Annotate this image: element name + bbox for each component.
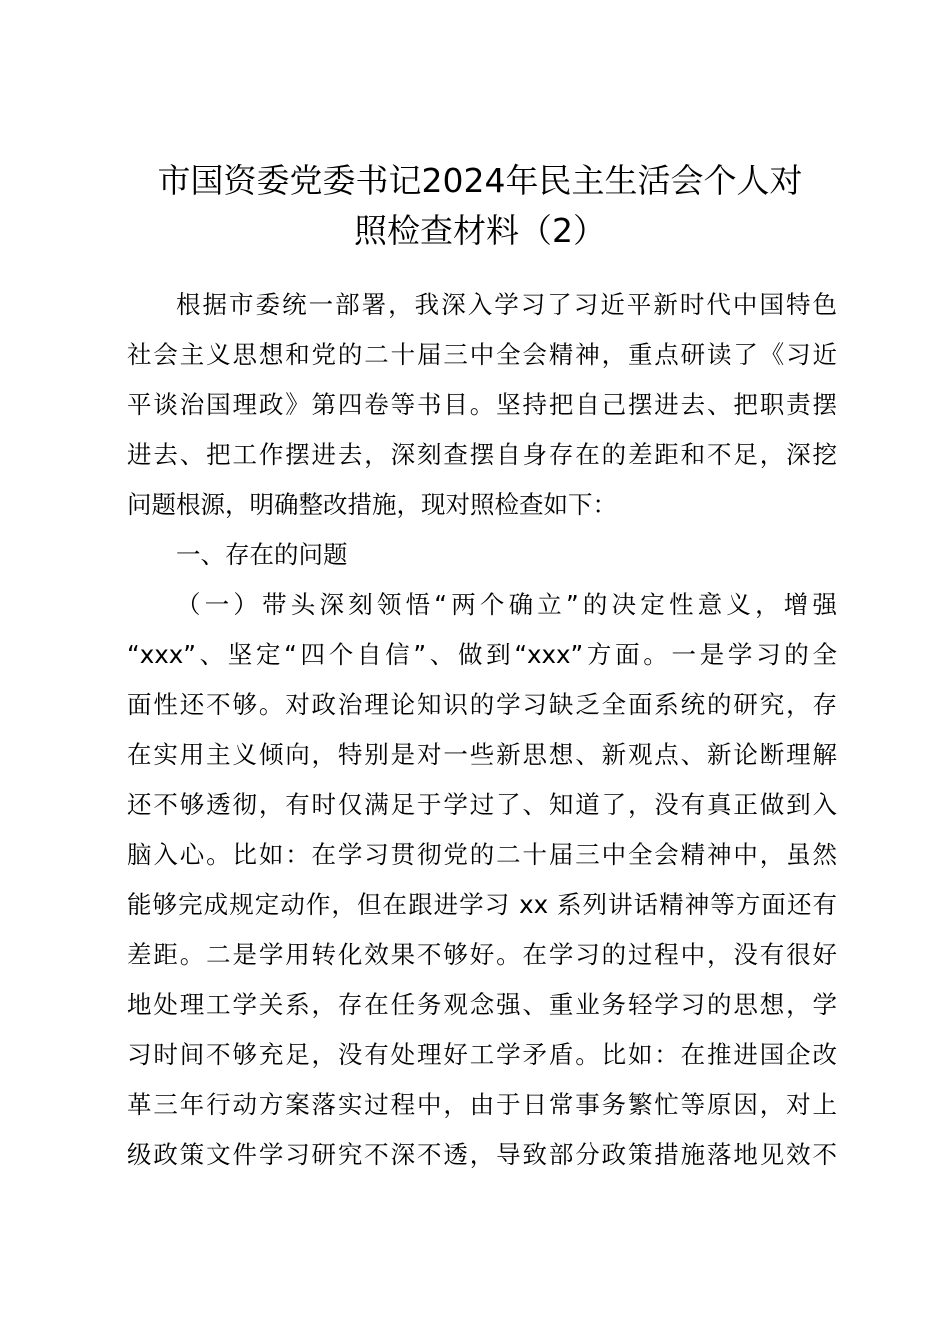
document-body — [127, 280, 837, 1180]
body-line: 社会主义思想和党的二十届三中全会精神，重点研读了《习近 — [127, 340, 837, 369]
body-line: 级政策文件学习研究不深不透，导致部分政策措施落地见效不 — [127, 1140, 837, 1169]
body-line: 脑入心。比如：在学习贯彻党的二十届三中全会精神中，虽然 — [127, 840, 837, 869]
document-title — [120, 156, 840, 256]
title-line: 市国资委党委书记2024年民主生活会个人对 — [157, 161, 803, 200]
section-heading: 一、存在的问题 — [176, 540, 348, 569]
body-line: 能够完成规定动作，但在跟进学习 xx 系列讲话精神等方面还有 — [127, 890, 837, 919]
title-line: 照检查材料（2） — [354, 211, 606, 250]
body-line: 面性还不够。对政治理论知识的学习缺乏全面系统的研究，存 — [127, 690, 837, 719]
body-line: 还不够透彻，有时仅满足于学过了、知道了，没有真正做到入 — [127, 790, 837, 819]
body-line: （一）带头深刻领悟“两个确立”的决定性意义，增强 — [176, 590, 837, 619]
body-line: 根据市委统一部署，我深入学习了习近平新时代中国特色 — [176, 290, 837, 319]
body-line: 平谈治国理政》第四卷等书目。坚持把自己摆进去、把职责摆 — [127, 390, 837, 419]
body-line: 在实用主义倾向，特别是对一些新思想、新观点、新论断理解 — [127, 740, 837, 769]
body-line: 进去、把工作摆进去，深刻查摆自身存在的差距和不足，深挖 — [127, 440, 837, 469]
body-line: 问题根源，明确整改措施，现对照检查如下： — [127, 490, 617, 519]
body-line: 差距。二是学用转化效果不够好。在学习的过程中，没有很好 — [127, 940, 837, 969]
body-line: 习时间不够充足，没有处理好工学矛盾。比如：在推进国企改 — [127, 1040, 837, 1069]
body-line: “xxx”、坚定“四个自信”、做到“xxx”方面。一是学习的全 — [127, 640, 837, 669]
body-line: 革三年行动方案落实过程中，由于日常事务繁忙等原因，对上 — [127, 1090, 837, 1119]
body-line: 地处理工学关系，存在任务观念强、重业务轻学习的思想，学 — [127, 990, 837, 1019]
